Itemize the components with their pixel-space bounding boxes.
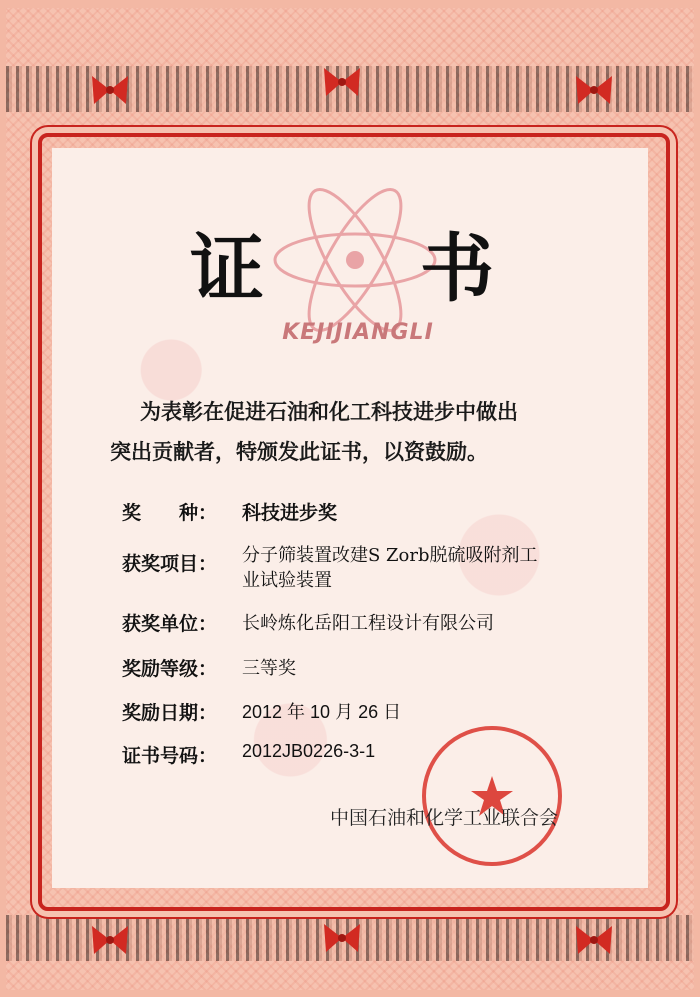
- unit-label: 获奖单位：: [122, 613, 218, 635]
- number-label: 证书号码：: [122, 745, 218, 767]
- ribbon-bow-icon: [572, 920, 616, 960]
- award-type-label: 奖 种：: [122, 502, 218, 524]
- number-value: 2012JB0226-3-1: [242, 741, 376, 761]
- project-value-line-1: 分子筛装置改建S Zorb脱硫吸附剂工: [242, 545, 538, 566]
- level-value: 三等奖: [242, 658, 296, 679]
- intro-line-1: 为表彰在促进石油和化工科技进步中做出: [140, 399, 518, 424]
- level-label: 奖励等级：: [122, 658, 218, 680]
- certificate-title-char-2: 书: [420, 226, 494, 312]
- award-type-value: 科技进步奖: [242, 502, 338, 524]
- ribbon-bow-icon: [572, 70, 616, 110]
- project-value-line-2: 业试验装置: [242, 570, 332, 591]
- project-label: 获奖项目：: [122, 553, 218, 575]
- ribbon-bow-icon: [320, 62, 364, 102]
- date-label: 奖励日期：: [122, 702, 218, 724]
- intro-line-2: 突出贡献者，特颁发此证书，以资鼓励。: [110, 439, 488, 464]
- unit-value: 长岭炼化岳阳工程设计有限公司: [242, 613, 494, 634]
- brand-watermark: KEJIJIANGLI: [282, 320, 434, 345]
- ribbon-bow-icon: [88, 70, 132, 110]
- atom-emblem-icon: [270, 185, 440, 335]
- official-seal-icon: [418, 722, 566, 870]
- intro-paragraph: [110, 392, 640, 472]
- ribbon-bow-icon: [88, 920, 132, 960]
- issuer-name: 中国石油和化学工业联合会: [330, 807, 559, 829]
- certificate-title-char-1: 证: [190, 226, 264, 312]
- date-value: 2012 年 10 月 26 日: [242, 702, 402, 722]
- ribbon-bow-icon: [320, 918, 364, 958]
